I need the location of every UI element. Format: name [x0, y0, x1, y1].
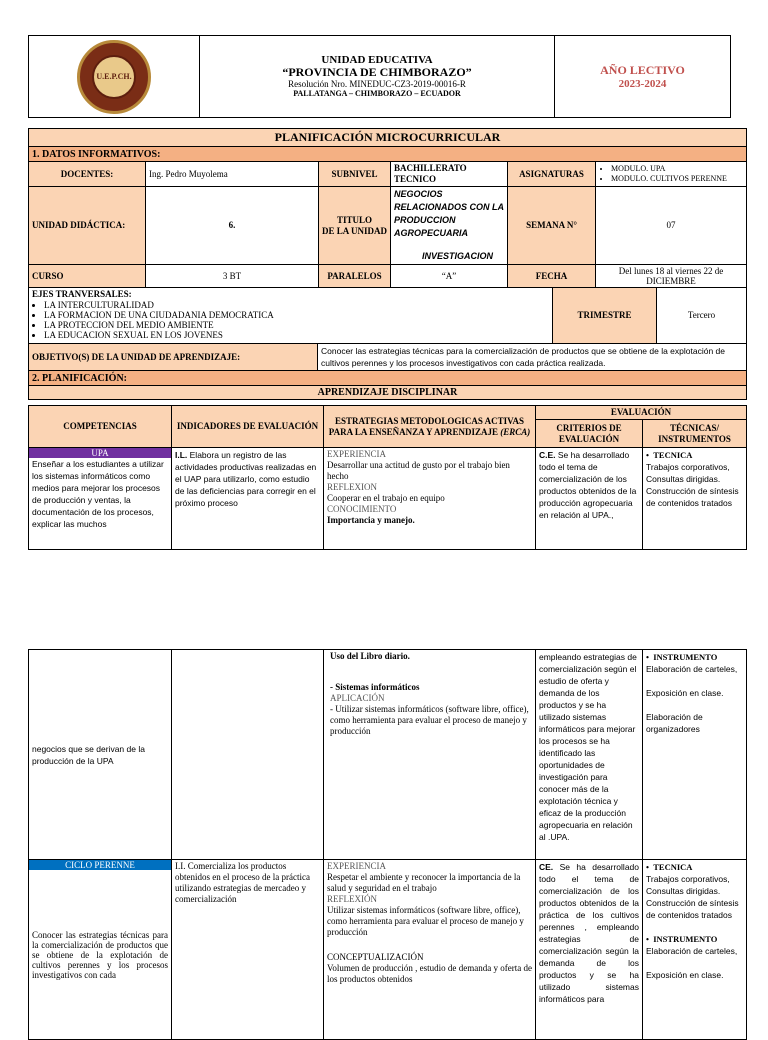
trimestre-label: TRIMESTRE — [553, 288, 657, 344]
conceptualizacion-label: CONCEPTUALIZACIÓN — [327, 952, 424, 962]
logo-emblem — [92, 55, 136, 99]
col-estrategias — [324, 406, 536, 448]
competencia-upa-cont: negocios que se derivan de la producción de la UPA — [29, 650, 172, 860]
instrumento-upa-2: Exposición en clase. — [646, 688, 724, 698]
titulo-label-1: TITULO — [336, 214, 372, 225]
titulo-label — [319, 187, 391, 265]
reflexion-ciclo-label: REFLEXIÓN — [327, 894, 377, 904]
docentes-label: DOCENTES: — [29, 162, 146, 187]
titulo-value-main: NEGOCIOS RELACIONADOS CON LA PRODUCCION AGROPECUARIA — [394, 189, 504, 238]
school-logo — [77, 40, 151, 114]
conocimiento-text: Importancia y manejo. — [327, 515, 415, 525]
ciclo-badge: CICLO PERENNE — [29, 860, 171, 870]
unidad-value: 6. — [146, 187, 319, 265]
eje-item: • LA FORMACION DE UNA CIUDADANIA DEMOCRATICA — [44, 310, 549, 320]
subnivel-label: SUBNIVEL — [319, 162, 391, 187]
asignaturas-list — [596, 162, 747, 187]
asignatura-item: • MODULO. UPA — [611, 164, 743, 174]
reflexion-text: Cooperar en el trabajo en equipo — [327, 493, 445, 503]
aplicacion-label: APLICACIÓN — [330, 693, 385, 703]
reflexion-ciclo-text: Utilizar sistemas informáticos (software libre, office), como herramienta para evaluar el proceso de manejo y producción — [327, 905, 524, 937]
curso-value: 3 BT — [146, 265, 319, 288]
section-datos: 1. DATOS INFORMATIVOS: — [29, 147, 747, 162]
asignatura-item: • MODULO. CULTIVOS PERENNE — [611, 174, 743, 184]
tecnica-upa-label-text: TECNICA — [653, 450, 693, 460]
col-estrategias-abbr: (ERCA) — [500, 426, 531, 437]
location: PALLATANGA – CHIMBORAZO – ECUADOR — [293, 89, 461, 98]
instrumento-ciclo-label-text: INSTRUMENTO — [653, 934, 718, 944]
tecnica-upa-text: Trabajos corporativos, Consultas dirigidas. Construcción de síntesis de contenidos tratados — [646, 462, 739, 508]
col-evaluacion: EVALUACIÓN — [536, 406, 747, 420]
criterio-upa-text: Se ha desarrollado todo el tema de comercialización de los productos obtenidos de la producción agropecuaria en relación al UPA., — [539, 450, 637, 520]
school-name: “PROVINCIA DE CHIMBORAZO” — [282, 65, 472, 79]
experiencia-label: EXPERIENCIA — [327, 449, 386, 459]
col-estrategias-text: ESTRATEGIAS METODOLOGICAS ACTIVAS PARA LA ENSEÑANZA Y APRENDIZAJE — [328, 415, 525, 437]
curso-label: CURSO — [29, 265, 146, 288]
experiencia-ciclo-label: EXPERIENCIA — [327, 861, 386, 871]
competencia-upa-cell — [29, 448, 172, 550]
titulo-label-2: DE LA UNIDAD — [322, 225, 388, 236]
conceptualizacion-text: Volumen de producción , estudio de demanda y oferta de los productos obtenidos — [327, 963, 532, 984]
tecnica-ciclo-label-text: TECNICA — [653, 862, 693, 872]
school-info-cell — [200, 36, 555, 118]
indicador-upa-prefix: I.L. — [175, 450, 188, 460]
objetivo-value: Conocer las estrategias técnicas para la comercialización de productos que se obtiene de la explotación de cultivos perennes y los procesos investigativos con cada práctica realizada. — [318, 344, 747, 371]
conocimiento-label: CONOCIMIENTO — [327, 504, 397, 514]
estrategias-upa-cont — [324, 650, 536, 860]
instrumento-ciclo-1: Elaboración de carteles, — [646, 946, 738, 956]
instrumento-ciclo-2: Exposición en clase. — [646, 970, 724, 980]
criterio-ciclo-prefix: CE. — [539, 862, 554, 872]
col-criterios: CRITERIOS DE EVALUACIÓN — [536, 420, 643, 448]
indicador-ciclo: I.I. Comercializa los productos obtenidos en el proceso de la práctica utilizando estrategias de mercadeo y comercialización — [172, 860, 324, 1040]
col-competencias: COMPETENCIAS — [29, 406, 172, 448]
trimestre-value: Tercero — [657, 288, 747, 344]
logo-abbr: U.E.P.CH. — [96, 72, 132, 81]
tecnica-ciclo-text: Trabajos corporativos, Consultas dirigidas. Construcción de síntesis de contenidos tratados — [646, 874, 739, 920]
criterio-upa-cont: empleando estrategias de comercialización según el estudio de oferta y demanda de los productos y se ha utilizado sistemas informáticos para mejorar los procesos se ha identificado las oportunidades de investigación para conocer más de la explotación técnica y eficaz de la producción agropecuaria en relación al .UPA. — [536, 650, 643, 860]
titulo-value — [391, 187, 508, 265]
tecnica-upa — [643, 448, 747, 550]
semana-label: SEMANA N° — [508, 187, 596, 265]
eje-item: • LA PROTECCION DEL MEDIO AMBIENTE — [44, 320, 549, 330]
competencia-upa-text: Enseñar a los estudiantes a utilizar los sistemas informáticos como medios para mejorar los procesos de producción y ventas, la documentación de los procesos, explicar las muchos — [32, 459, 164, 529]
estrategias-ciclo — [324, 860, 536, 1040]
unidad-label: UNIDAD DIDÁCTICA: — [29, 187, 146, 265]
header-table — [28, 35, 731, 118]
libro-diario: Uso del Libro diario. — [330, 651, 410, 661]
criterio-ciclo-text: Se ha desarrollado todo el tema de comercialización de los productos obtenidos de la práctica de los cultivos perennes , empleando estrategias de comercialización según la demanda de los productos y se ha utilizado sistemas informáticos para — [539, 862, 639, 1004]
experiencia-text: Desarrollar una actitud de gusto por el trabajo bien hecho — [327, 460, 510, 481]
planning-table-page2 — [28, 649, 747, 1040]
year-label: AÑO LECTIVO — [600, 62, 685, 77]
competencia-ciclo-cell — [29, 860, 172, 1040]
planning-table-page1 — [28, 405, 747, 550]
fecha-value: Del lunes 18 al viernes 22 de DICIEMBRE — [596, 265, 747, 288]
tecnica-ciclo-label: • TECNICA — [646, 862, 693, 872]
resolution: Resolución Nro. MINEDUC-CZ3-2019-00016-R — [288, 79, 466, 89]
instrumento-upa — [643, 650, 747, 860]
section-planificacion: 2. PLANIFICACIÓN: — [29, 371, 747, 386]
reflexion-label: REFLEXION — [327, 482, 377, 492]
plan-table-page1 — [28, 128, 747, 400]
criterio-upa-prefix: C.E. — [539, 450, 556, 460]
objetivo-label: OBJETIVO(S) DE LA UNIDAD DE APRENDIZAJE: — [29, 344, 318, 371]
paralelos-value: “A” — [391, 265, 508, 288]
fecha-label: FECHA — [508, 265, 596, 288]
instrumento-upa-1: Elaboración de carteles, — [646, 664, 738, 674]
eje-item: • LA INTERCULTURALIDAD — [44, 300, 549, 310]
upa-badge: UPA — [29, 448, 171, 458]
instrumento-ciclo-label: • INSTRUMENTO — [646, 934, 718, 944]
indicador-upa-cont — [172, 650, 324, 860]
instrumento-upa-label-text: INSTRUMENTO — [653, 652, 718, 662]
col-tecnicas: TÉCNICAS/ INSTRUMENTOS — [643, 420, 747, 448]
aprendizaje-disciplinar: APRENDIZAJE DISCIPLINAR — [29, 386, 747, 400]
school-line: UNIDAD EDUCATIVA — [321, 54, 433, 66]
tecnica-upa-label: • TECNICA — [646, 450, 693, 460]
asignaturas-label: ASIGNATURAS — [508, 162, 596, 187]
criterio-ciclo — [536, 860, 643, 1040]
year-value: 2023-2024 — [618, 77, 667, 90]
docentes-value: Ing. Pedro Muyolema — [146, 162, 319, 187]
year-cell — [555, 36, 731, 118]
aplicacion-text: - Utilizar sistemas informáticos (software libre, office), como herramienta para evaluar el proceso de manejo y producción — [330, 704, 529, 736]
instrumento-upa-label: • INSTRUMENTO — [646, 652, 718, 662]
titulo-value-sub: INVESTIGACION — [422, 251, 494, 261]
competencia-ciclo-text: Conocer las estrategias técnicas para la comercialización de productos que se obtiene de la explotación de cultivos perennes y los procesos investigativos con cada — [32, 930, 168, 980]
semana-value: 07 — [596, 187, 747, 265]
ejes-cell — [29, 288, 553, 344]
experiencia-ciclo-text: Respetar el ambiente y reconocer la importancia de la salud y seguridad en el trabajo — [327, 872, 521, 893]
criterio-upa — [536, 448, 643, 550]
subnivel-value: BACHILLERATO TECNICO — [391, 162, 508, 187]
instrumento-upa-3: Elaboración de organizadores — [646, 712, 703, 734]
logo-cell — [29, 36, 200, 118]
col-indicadores: INDICADORES DE EVALUACIÓN — [172, 406, 324, 448]
plan-title: PLANIFICACIÓN MICROCURRICULAR — [29, 129, 747, 147]
indicador-upa-text: Elabora un registro de las actividades productivas realizadas en el UAP para utilizarlo, como estudio de las deficiencias para corregir en el próximo proceso — [175, 450, 317, 508]
paralelos-label: PARALELOS — [319, 265, 391, 288]
eje-item: • LA EDUCACION SEXUAL EN LOS JOVENES — [44, 330, 549, 340]
ejes-label: EJES TRANVERSALES: — [32, 289, 132, 299]
estrategias-upa — [324, 448, 536, 550]
indicador-upa — [172, 448, 324, 550]
sistemas-informaticos: - Sistemas informáticos — [330, 682, 420, 692]
tecnica-ciclo — [643, 860, 747, 1040]
